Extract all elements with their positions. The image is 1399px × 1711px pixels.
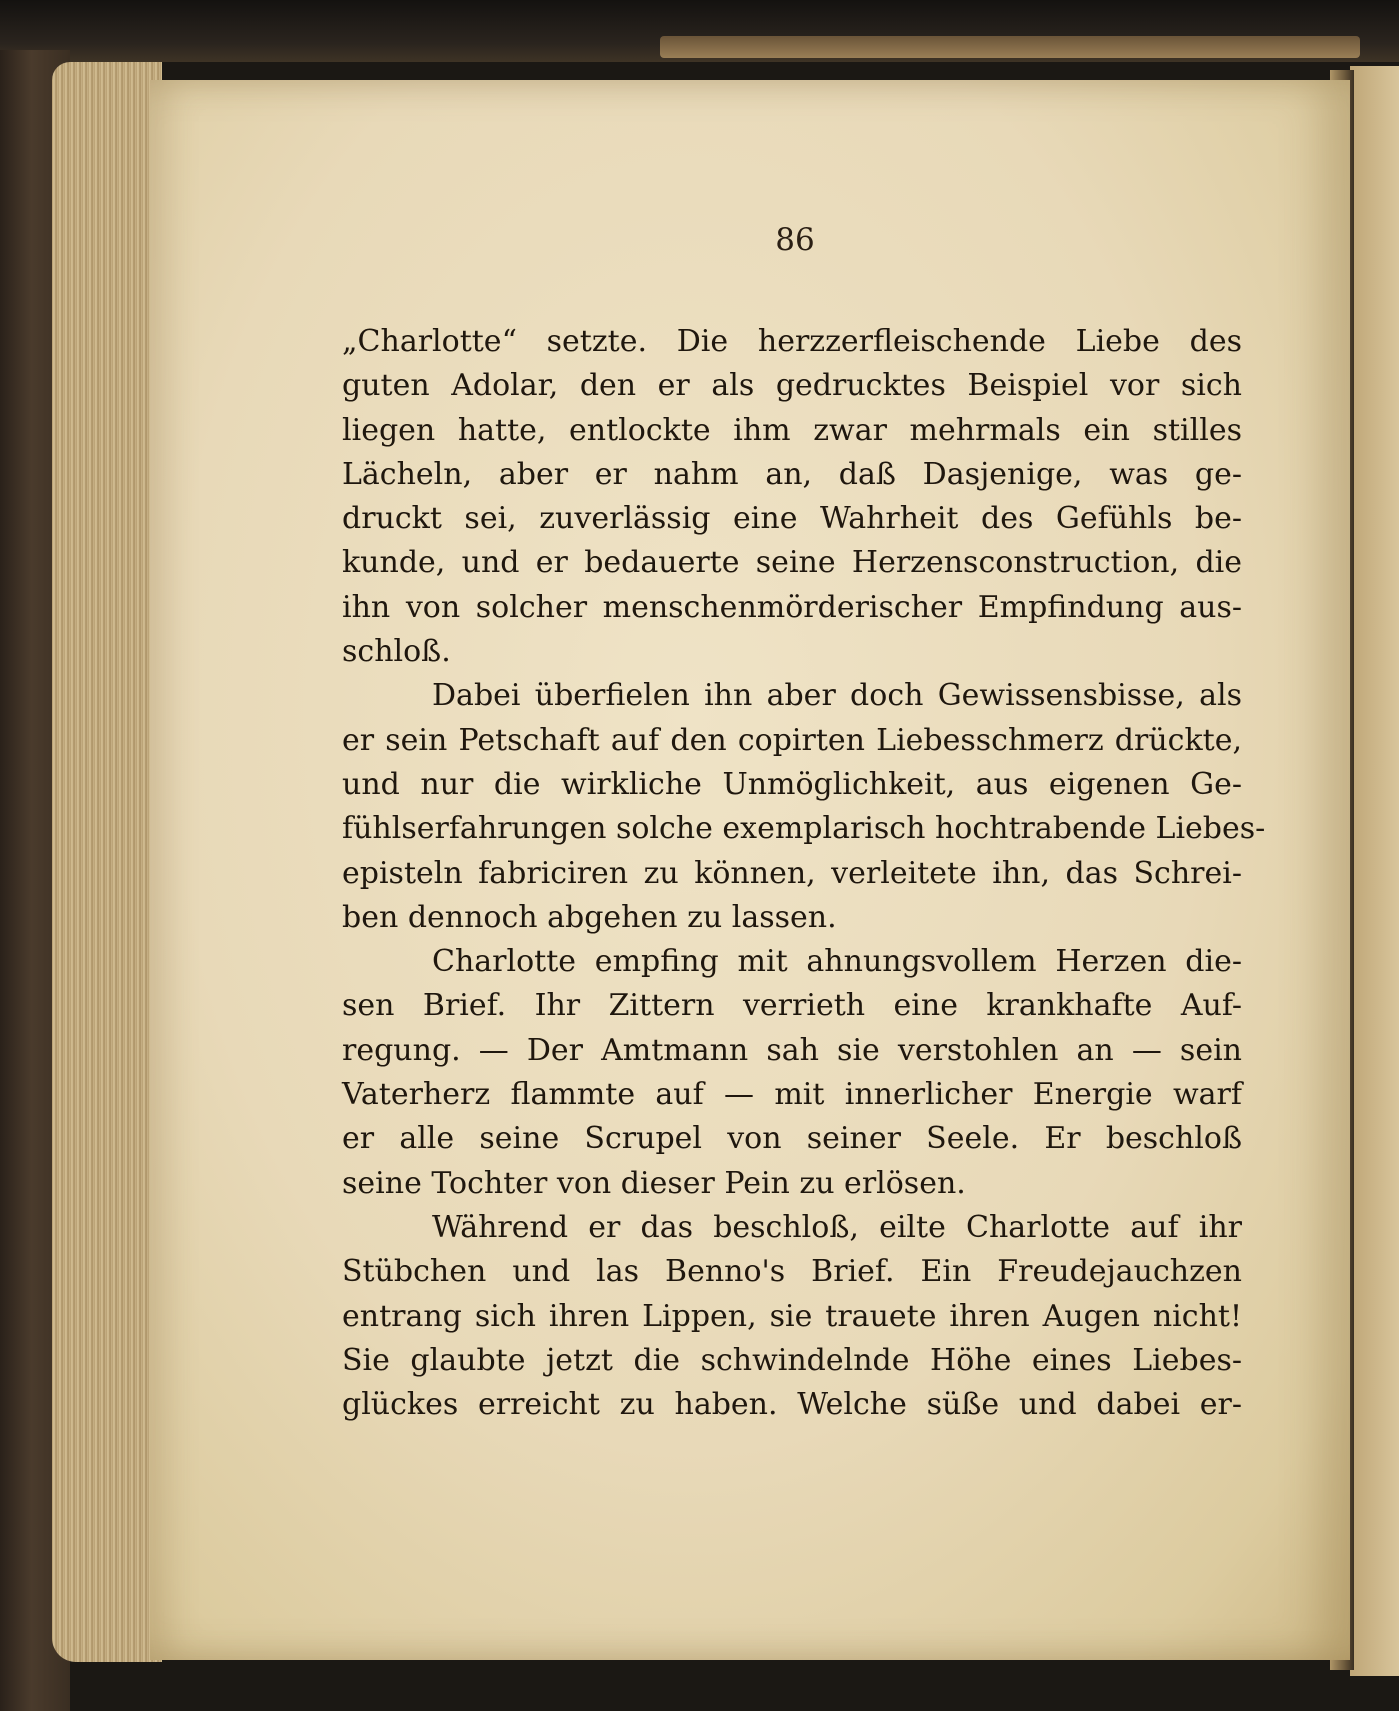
- text-line: ben dennoch abgehen zu lassen.: [342, 899, 837, 935]
- text-line: episteln fabriciren zu können, verleitete ihn, das Schrei-: [342, 855, 1242, 891]
- text-line: „Charlotte“ setzte. Die herzzerfleischende Liebe des: [342, 324, 1242, 359]
- text-line: Stübchen und las Benno's Brief. Ein Freudejauchzen: [342, 1254, 1242, 1290]
- text-line: liegen hatte, entlockte ihm zwar mehrmals ein stilles: [342, 412, 1242, 448]
- text-line: ihn von solcher menschenmörderischer Empfindung aus-: [342, 589, 1242, 625]
- text-line: entrang sich ihren Lippen, sie trauete ihren Augen nicht!: [342, 1298, 1242, 1334]
- text-line: glückes erreicht zu haben. Welche süße und dabei er-: [342, 1387, 1242, 1423]
- text-line: Lächeln, aber er nahm an, daß Dasjenige, was ge-: [342, 456, 1242, 492]
- text-line: kunde, und er bedauerte seine Herzensconstruction, die: [342, 545, 1242, 581]
- text-line: fühlserfahrungen solche exemplarisch hochtrabende Liebes-: [342, 811, 1266, 847]
- text-line: Charlotte empfing mit ahnungsvollem Herzen die-: [432, 944, 1242, 980]
- binding-top-edge: [0, 0, 1399, 62]
- page-number: 86: [775, 222, 815, 258]
- text-line: er sein Petschaft auf den copirten Liebesschmerz drückte,: [342, 722, 1242, 758]
- text-line: seine Tochter von dieser Pein zu erlösen.: [342, 1165, 966, 1201]
- text-line: regung. — Der Amtmann sah sie verstohlen an — sein: [342, 1032, 1242, 1068]
- text-line: druckt sei, zuverlässig eine Wahrheit des Gefühls be-: [342, 501, 1242, 537]
- text-line: schloß.: [342, 634, 451, 670]
- text-line: guten Adolar, den er als gedrucktes Beispiel vor sich: [342, 368, 1242, 404]
- text-line: Vaterherz flammte auf — mit innerlicher Energie warf: [342, 1077, 1242, 1113]
- text-line: Während er das beschloß, eilte Charlotte auf ihr: [432, 1209, 1242, 1245]
- page-edges: [52, 62, 162, 1662]
- text-line: Dabei überfielen ihn aber doch Gewissensbisse, als: [432, 678, 1242, 714]
- body-text: [342, 320, 1266, 1427]
- text-line: sen Brief. Ihr Zittern verrieth eine krankhafte Auf-: [342, 988, 1242, 1024]
- next-page-edge: [1350, 66, 1399, 1676]
- text-line: er alle seine Scrupel von seiner Seele. Er beschloß: [342, 1121, 1242, 1157]
- text-line: Sie glaubte jetzt die schwindelnde Höhe eines Liebes-: [342, 1342, 1242, 1378]
- text-line: und nur die wirkliche Unmöglichkeit, aus eigenen Ge-: [342, 766, 1242, 802]
